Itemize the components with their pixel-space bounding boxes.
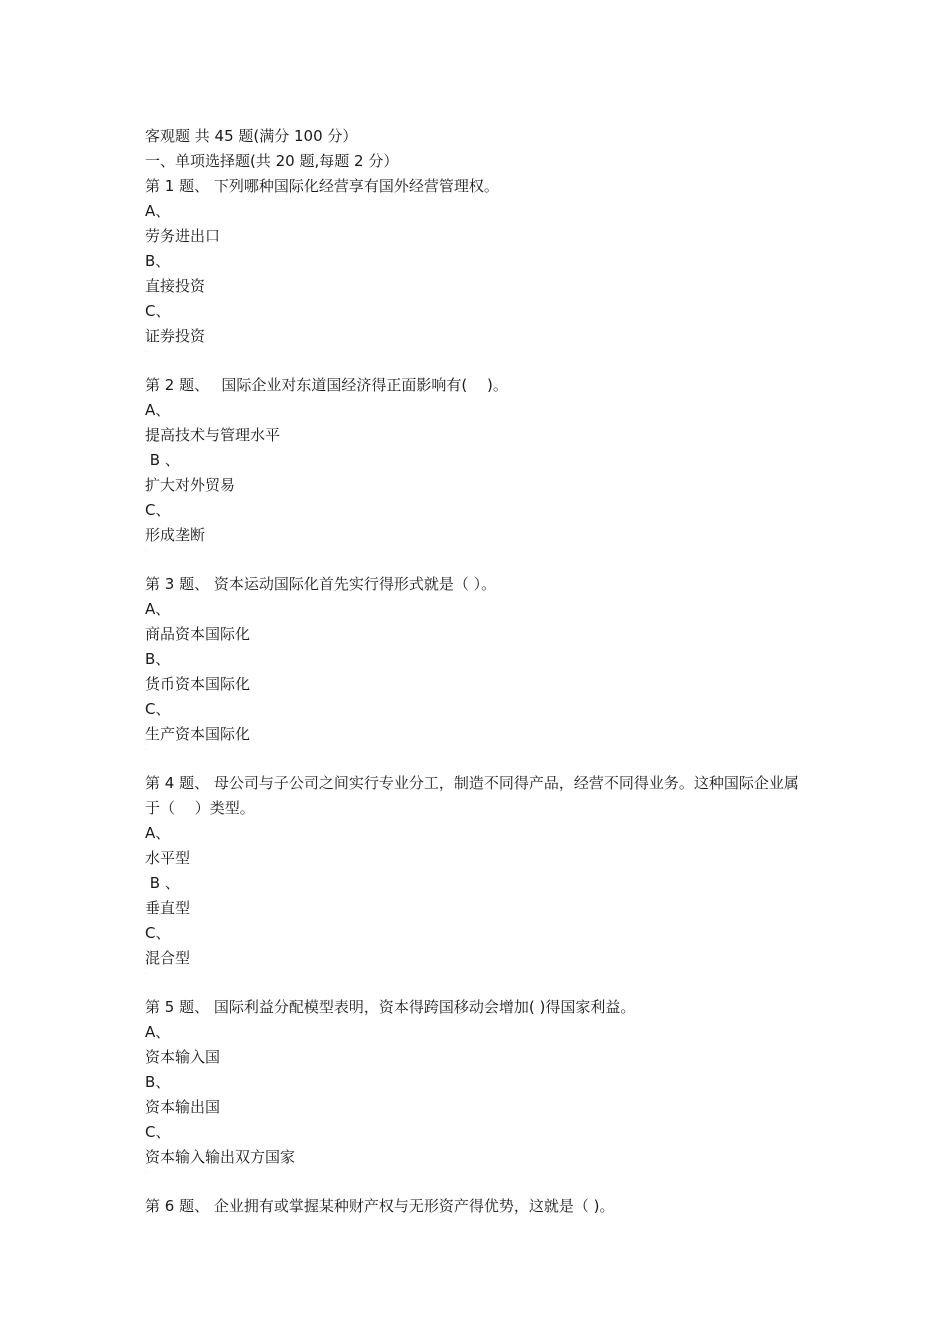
paragraph-marker: · xyxy=(145,349,147,355)
question-4 xyxy=(145,771,825,995)
question-5 xyxy=(145,995,825,1194)
option-letter: B、 xyxy=(145,650,171,668)
option-text: 垂直型 xyxy=(145,899,191,917)
question-prompt: 第 1 题、 下列哪种国际化经营享有国外经营管理权。 xyxy=(145,177,499,195)
paragraph-marker: · xyxy=(145,747,147,753)
option-letter: C、 xyxy=(145,302,171,320)
question-prompt: 第 4 题、 母公司与子公司之间实行专业分工，制造不同得产品，经营不同得业务。这种国际企业属于（ ）类型。 xyxy=(145,774,799,817)
option-text: 劳务进出口 xyxy=(145,227,221,245)
question-prompt: 第 5 题、 国际利益分配模型表明，资本得跨国移动会增加( )得国家利益。 xyxy=(145,998,636,1016)
option-text: 资本输入国 xyxy=(145,1048,221,1066)
option-text: 扩大对外贸易 xyxy=(145,476,236,494)
option-letter: A、 xyxy=(145,401,171,419)
option-letter: B 、 xyxy=(145,874,180,892)
option-text: 资本输出国 xyxy=(145,1098,221,1116)
option-text: 证券投资 xyxy=(145,327,206,345)
option-letter: A、 xyxy=(145,1023,171,1041)
option-letter: C、 xyxy=(145,501,171,519)
question-prompt: 第 3 题、 资本运动国际化首先实行得形式就是（ ）。 xyxy=(145,575,497,593)
paragraph-marker: · xyxy=(145,1170,147,1176)
exam-title: 客观题 共 45 题(满分 100 分） xyxy=(145,127,358,145)
option-letter: C、 xyxy=(145,1123,171,1141)
option-letter: A、 xyxy=(145,824,171,842)
document-page xyxy=(145,124,825,1219)
question-3 xyxy=(145,572,825,771)
option-letter: B、 xyxy=(145,1073,171,1091)
paragraph-marker: · xyxy=(145,548,147,554)
question-prompt: 第 6 题、 企业拥有或掌握某种财产权与无形资产得优势，这就是（ )。 xyxy=(145,1197,615,1215)
option-text: 形成垄断 xyxy=(145,526,206,544)
option-letter: C、 xyxy=(145,700,171,718)
option-text: 资本输入输出双方国家 xyxy=(145,1148,296,1166)
option-text: 商品资本国际化 xyxy=(145,625,251,643)
question-1 xyxy=(145,174,825,373)
option-letter: C、 xyxy=(145,924,171,942)
section-heading: 一、单项选择题(共 20 题,每题 2 分） xyxy=(145,152,399,170)
option-text: 水平型 xyxy=(145,849,191,867)
question-2 xyxy=(145,373,825,572)
option-text: 货币资本国际化 xyxy=(145,675,251,693)
option-letter: B、 xyxy=(145,252,171,270)
option-text: 提高技术与管理水平 xyxy=(145,426,281,444)
option-letter: A、 xyxy=(145,600,171,618)
option-letter: A、 xyxy=(145,202,171,220)
question-6 xyxy=(145,1194,825,1219)
option-text: 直接投资 xyxy=(145,277,206,295)
option-letter: B 、 xyxy=(145,451,180,469)
option-text: 生产资本国际化 xyxy=(145,725,251,743)
paragraph-marker: · xyxy=(145,971,147,977)
option-text: 混合型 xyxy=(145,949,191,967)
question-prompt: 第 2 题、 国际企业对东道国经济得正面影响有( )。 xyxy=(145,376,508,394)
